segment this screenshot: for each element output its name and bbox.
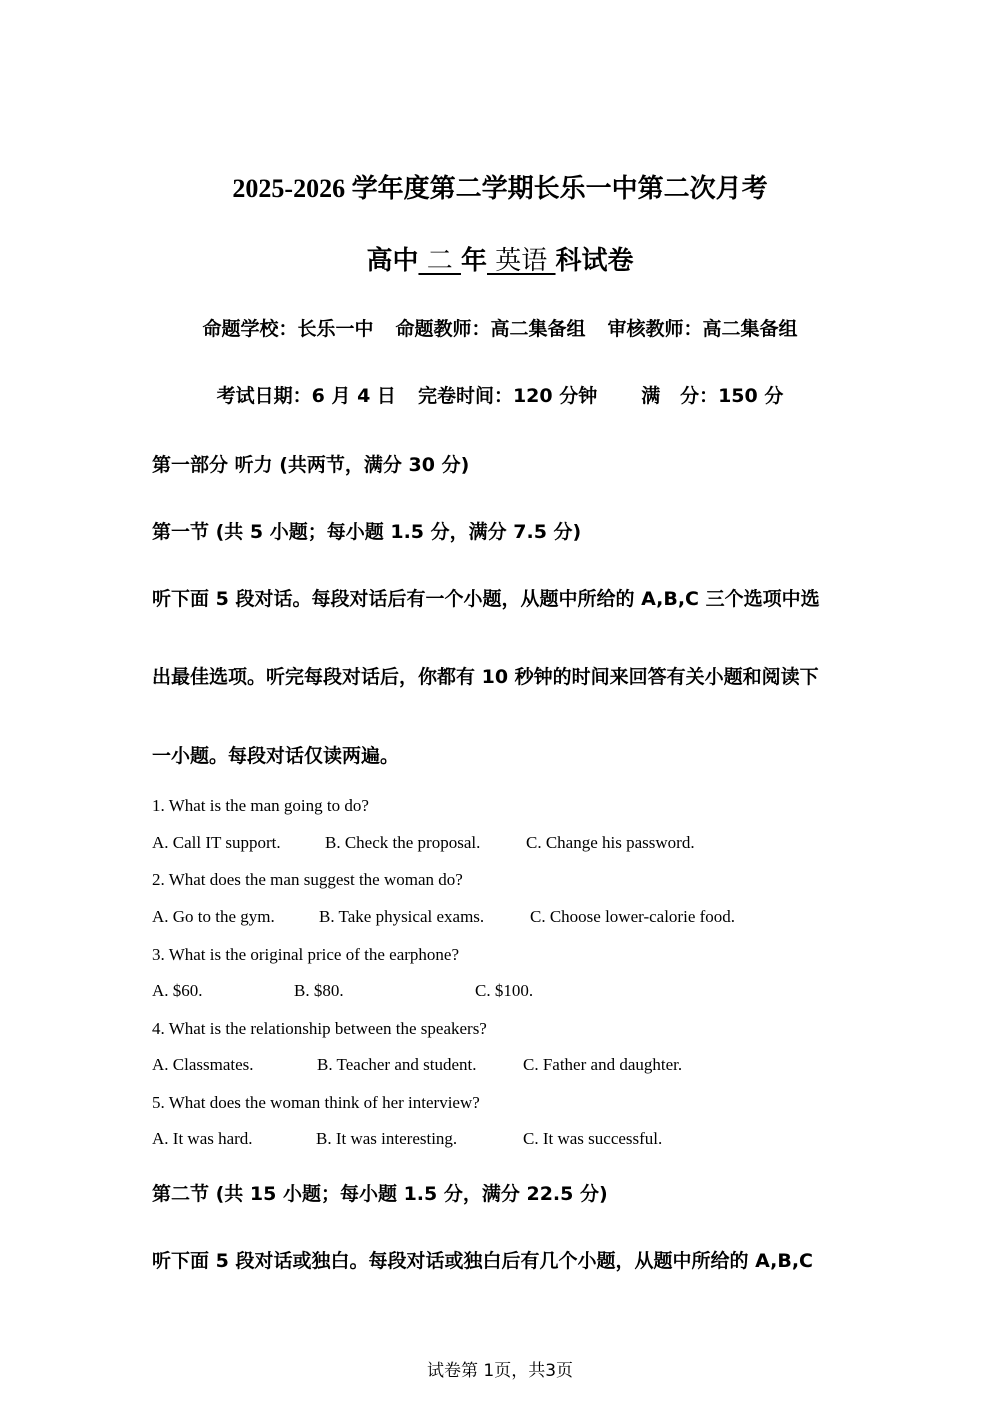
exam-subtitle bbox=[0, 240, 1000, 277]
question-3: 3. What is the original price of the earphone? bbox=[152, 945, 459, 964]
question-5: 5. What does the woman think of her interview? bbox=[152, 1093, 480, 1112]
date-label: 考试日期：6 月 4 日 bbox=[216, 385, 396, 407]
question-2: 2. What does the man suggest the woman do? bbox=[152, 870, 463, 889]
subtitle-suffix: 科试卷 bbox=[555, 246, 634, 275]
question-4: 4. What is the relationship between the speakers? bbox=[152, 1019, 487, 1038]
option-b: B. It was interesting. bbox=[316, 1129, 458, 1148]
exam-title: 2025-2026 学年度第二学期长乐一中第二次月考 bbox=[232, 174, 768, 203]
option-c: C. $100. bbox=[475, 981, 534, 1000]
section2-instruction-line1: 听下面 5 段对话或独白。每段对话或独白后有几个小题，从题中所给的 A,B,C bbox=[152, 1250, 813, 1272]
option-a: A. Call IT support. bbox=[152, 833, 281, 852]
section2-heading: 第二节 (共 15 小题；每小题 1.5 分，满分 22.5 分) bbox=[152, 1183, 608, 1205]
exam-info bbox=[0, 381, 1000, 408]
section1-heading: 第一节 (共 5 小题；每小题 1.5 分，满分 7.5 分) bbox=[152, 521, 582, 543]
school-label: 命题学校：长乐一中 bbox=[202, 318, 374, 340]
option-b: B. Take physical exams. bbox=[319, 907, 485, 926]
section1-instruction-line3: 一小题。每段对话仅读两遍。 bbox=[152, 745, 400, 767]
page-footer: 试卷第 1页，共3页 bbox=[426, 1361, 574, 1381]
exam-authors bbox=[0, 314, 1000, 341]
teacher-label: 命题教师：高二集备组 bbox=[395, 318, 586, 340]
option-a: A. Go to the gym. bbox=[152, 907, 275, 926]
option-b: B. $80. bbox=[294, 981, 344, 1000]
option-a: A. It was hard. bbox=[152, 1129, 253, 1148]
reviewer-label: 审核教师：高二集备组 bbox=[607, 318, 798, 340]
option-b: B. Check the proposal. bbox=[325, 833, 481, 852]
option-c: C. Choose lower-calorie food. bbox=[530, 907, 736, 926]
part1-heading: 第一部分 听力 (共两节，满分 30 分) bbox=[152, 454, 470, 476]
score-label: 满 分：150 分 bbox=[641, 385, 784, 407]
option-c: C. Change his password. bbox=[526, 833, 695, 852]
option-a: A. Classmates. bbox=[152, 1055, 254, 1074]
subtitle-mid: 年 bbox=[460, 246, 487, 275]
option-c: C. Father and daughter. bbox=[523, 1055, 683, 1074]
section1-instruction-line2: 出最佳选项。听完每段对话后，你都有 10 秒钟的时间来回答有关小题和阅读下 bbox=[152, 666, 819, 688]
option-b: B. Teacher and student. bbox=[317, 1055, 477, 1074]
question-1: 1. What is the man going to do? bbox=[152, 796, 369, 815]
subject-blank: 英语 bbox=[487, 246, 556, 276]
grade-blank: 二 bbox=[418, 246, 461, 276]
option-c: C. It was successful. bbox=[523, 1129, 663, 1148]
duration-label: 完卷时间：120 分钟 bbox=[417, 385, 598, 407]
section1-instruction-line1: 听下面 5 段对话。每段对话后有一个小题，从题中所给的 A,B,C 三个选项中选 bbox=[152, 588, 820, 610]
option-a: A. $60. bbox=[152, 981, 203, 1000]
subtitle-prefix: 高中 bbox=[366, 246, 419, 275]
